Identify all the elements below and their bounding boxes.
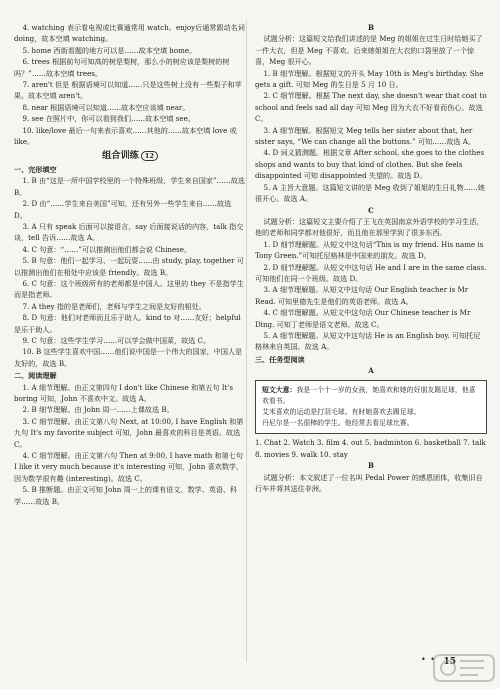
watermark-logo-icon <box>432 651 496 685</box>
group-heading <box>14 150 246 161</box>
answer-item: 5. B 句意：他们一起学习、一起玩耍……由 study, play, together 可以推测出他们在相处中应该是 friendly。故选 B。 <box>14 256 244 277</box>
reading-items <box>14 382 246 507</box>
passage-c-items <box>255 216 487 353</box>
answer-item: 2. D 由“……学生来自美国”可知，还有另外一些学生来自……故选 D。 <box>14 199 232 220</box>
answer-item: 7. A they 指的是老师们，老师与学生之间是友好的相处。 <box>22 301 206 311</box>
passage-letter-b: B <box>368 23 374 32</box>
answer-item: 3. C 细节理解。由正文第八句 Next, at 10:00, I have English 和第九句 It's my favorite subject 可知，John 最喜欢的科目是英语。故选 C。 <box>14 416 244 449</box>
section-title-cloze: 一、完形填空 <box>14 164 57 174</box>
answer-key: 1. Chat 2. Watch 3. film 4. out 5. badminton 6. basketball 7. talk 8. movies 9. walk 10. stay <box>255 438 486 459</box>
answer-item: 7. aren't 但是 根据语境可以知道……只是这些树上没有一些梨子和苹果。故本空填 aren't。 <box>14 80 242 101</box>
page-dots: • • <box>421 655 436 664</box>
answer-item: 1. A 细节理解。由正文第四句 I don't like Chinese 和第五句 It's boring 可知，John 不喜欢中文。故选 A。 <box>14 382 233 403</box>
answer-item: 试题分析：本文叙述了一位名叫 Pedal Power 的感恩团体，收集旧自行车并将其送往非洲。 <box>255 472 483 494</box>
cloze-items <box>14 175 246 369</box>
answer-item: 4. D 词义猜测题。根据文章 After school, she goes to the clothes shops and wants to buy that kind of clothes. But she feels disappointed 可知 disappointed 失望的。故选 D。 <box>255 148 485 181</box>
answer-item: 3. A 只有 speak 后面可以接语言，say 后面接说话的内容，talk 指交谈，tell 告诉……故选 A。 <box>14 221 244 243</box>
section-title-reading: 二、阅读理解 <box>14 371 57 381</box>
group-badge: 12 <box>141 151 158 161</box>
page-number: 15 <box>443 657 456 667</box>
summary-label: 短文大意： <box>262 385 297 394</box>
answer-item: 4. C 细节理解。由正文第六句 Then at 9:00, I have math 和第七句 I like it very much because it's interesting 可知，John 喜欢数学，因为数学很有趣 (interesting)。故选 C。 <box>14 451 244 483</box>
answer-item: 3. A 细节理解。根据短文 Meg tells her sister about that, her sister says, “We can change all the buttons.” 可知……故选 A。 <box>255 125 475 147</box>
answer-item: 试题分析：这篇短文主要介绍了王飞在英国南京外语学校的学习生活，他的老师和同学都对他很好，而且他在那里学到了很多东西。 <box>255 216 484 238</box>
passage-b-items <box>255 33 487 204</box>
answer-item: 2. D 细节理解题。从短文中这句话 He and I are in the same class. 可知他们在同一个班级。故选 D。 <box>255 262 487 283</box>
answer-item: 试题分析：这篇短文给我们讲述的是 Meg 的姐姐在过生日时给她买了一件大衣，但是 Meg 不喜欢。后来她姐姐在大衣的口袋里放了一个惊喜，Meg 很开心。 <box>255 34 483 67</box>
column-divider <box>246 20 247 662</box>
answer-item: 2. C 细节理解。根据 The next day, she doesn't wear that coat to school and feels sad all day 可知 Meg 因为大衣不好看而伤心。故选 C。 <box>255 91 487 124</box>
answer-item: 3. A 细节理解题。从短文中这句话 Our English teacher is Mr Read. 可知里德先生是他们的英语老师。故选 A。 <box>255 285 469 306</box>
answer-item: 5. B 推断题。由正文可知 John 周一上的课有语文、数学、英语、科学……故选 B。 <box>14 485 238 506</box>
answer-item: 4. C 细节理解题。从短文中这句话 Our Chinese teacher is Mr Ding. 可知丁老师是语文老师。故选 C。 <box>255 308 471 329</box>
answer-item: 1. B 由“这是一所中国学校里的一个特殊班级，学生来自国家”……故选 B。 <box>14 176 245 197</box>
right-column <box>255 22 487 494</box>
summary-line: 我是一个十一岁的女孩，她喜欢和她的好朋友踢足球，他喜欢看书。 <box>262 385 476 405</box>
answer-item: 9. see 在照片中，你可以看到我们……故本空填 see。 <box>22 114 195 124</box>
answer-item: 1. B 细节理解。根据短文的开头 May 10th is Meg's birthday. She gets a gift. 可知 Meg 的生日是 5 月 10 日。 <box>255 68 484 90</box>
answer-item: 10. B 这些学生喜欢中国……他们说中国是一个伟大的国家，中国人是友好的，故选 B。 <box>14 347 243 368</box>
answer-item: 5. A 主旨大意题。这篇短文讲的是 Meg 收到了姐姐的生日礼物……她很开心。故选 A。 <box>255 182 485 204</box>
section-title-task-reading: 三、任务型阅读 <box>255 354 305 364</box>
summary-line: 艾米喜欢的运动是打羽毛球。有时她喜欢去踢足球。 <box>262 408 421 416</box>
answer-item: 1. D 细节理解题。从短文中这句话“This is my friend. His name is Tony Green.”可知托尼格林是中国来的朋友。故选 D。 <box>255 239 484 261</box>
answer-item: 5. home 西街看题的地方可以是……故本空填 home。 <box>22 45 197 55</box>
group-title: 组合训练 <box>102 150 139 162</box>
left-column <box>14 22 246 507</box>
answer-item: 9. C 句意：这些学生学习……可以学会做中国菜，故选 C。 <box>22 335 211 345</box>
answer-item: 6. C 句意：这个班级所有的老师都是中国人。这里的 they 不是指学生而是指老师。 <box>14 278 244 300</box>
summary-box <box>255 380 487 435</box>
answer-item: 8. D 句意：他们对老师而且乐于助人。kind to 对……友好；helpful 是乐于助人。 <box>14 313 241 334</box>
top-items <box>14 22 246 147</box>
answer-item: 4. C 句意：“……”可以推测出他们都会说 Chinese。 <box>22 244 192 254</box>
answer-item: 2. B 细节理解。由 John 周一……上课故选 B。 <box>22 405 174 415</box>
answer-item: 10. like/love 最后一句来表示喜欢……其他的……故本空填 love 或 like。 <box>14 125 237 147</box>
answer-item: 8. near 根据语境可以知道……故本空应该填 near。 <box>22 102 190 112</box>
answer-item: 5. A 细节理解题。从短文中这句话 He is an English boy. 可知托尼格林来自英国。故选 A。 <box>255 330 481 352</box>
answer-item: 6. trees 根据前句可知高的树是梨树，那么小的树应该是梨树的树吗？”……故本空填 trees。 <box>14 57 230 78</box>
passage-letter-a: A <box>368 366 374 376</box>
answer-item: 4. watching 表示看电视或比赛通常用 watch。enjoy后通常跟动名词 doing，故本空填 watching。 <box>14 23 245 44</box>
passage-letter-b2: B <box>368 461 374 471</box>
summary-line: 丹尼尔是一名很棒的学生。他经常去看足球比赛。 <box>262 419 414 428</box>
passage-letter-c: C <box>368 205 374 215</box>
